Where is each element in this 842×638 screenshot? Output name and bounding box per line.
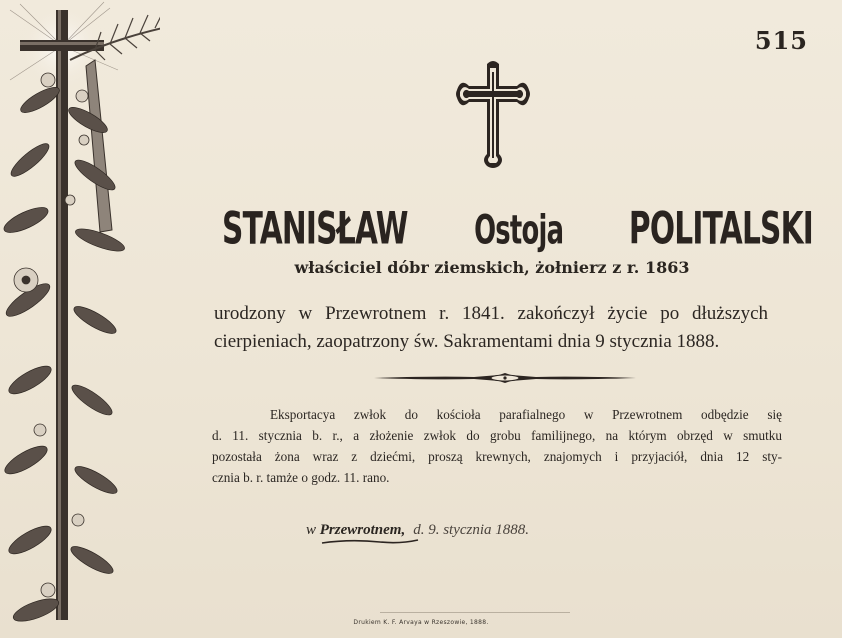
divider-ornament <box>374 371 636 385</box>
death-statement-line-2: cierpieniach, zaopatrzony św. Sakramentami dnia 9 stycznia 1888. <box>214 331 720 352</box>
death-statement-line-1: urodzony w Przewrotnem r. 1841. zakończył życie po dłuższych <box>214 303 768 324</box>
notice-number: 515 <box>754 26 808 55</box>
surname: POLITALSKI <box>629 202 814 254</box>
occupation-line: właściciel dóbr ziemskich, żołnierz z r. 1863 <box>294 258 690 277</box>
funeral-line-3: pozostała żona wraz z dziećmi, proszą krewnych, znajomych i przyjaciół, dnia 12 sty- <box>212 449 782 464</box>
funeral-line-1: Eksportacya zwłok do kościoła parafialnego w Przewrotnem odbędzie się <box>270 407 782 422</box>
cross-icon <box>455 58 531 170</box>
floral-cross-ornament <box>0 0 160 638</box>
place-town: Przewrotnem, <box>319 522 406 538</box>
first-name: STANISŁAW <box>222 202 408 254</box>
underline-flourish <box>320 537 420 547</box>
clan-name: Ostoja <box>474 206 564 254</box>
deceased-name <box>222 202 814 254</box>
funeral-line-4: cznia b. r. tamże o godz. 11. rano. <box>212 470 390 485</box>
footer-rule <box>380 612 570 613</box>
printer-credit: Drukiem K. F. Arvaya w Rzeszowie, 1888. <box>353 619 489 626</box>
place-prefix: w <box>306 522 317 538</box>
funeral-notice <box>212 404 782 488</box>
place-date: d. 9. stycznia 1888. <box>413 522 530 538</box>
funeral-line-2: d. 11. stycznia b. r., a złożenie zwłok do grobu familijnego, na którym obrzęd w smutku <box>212 428 782 443</box>
